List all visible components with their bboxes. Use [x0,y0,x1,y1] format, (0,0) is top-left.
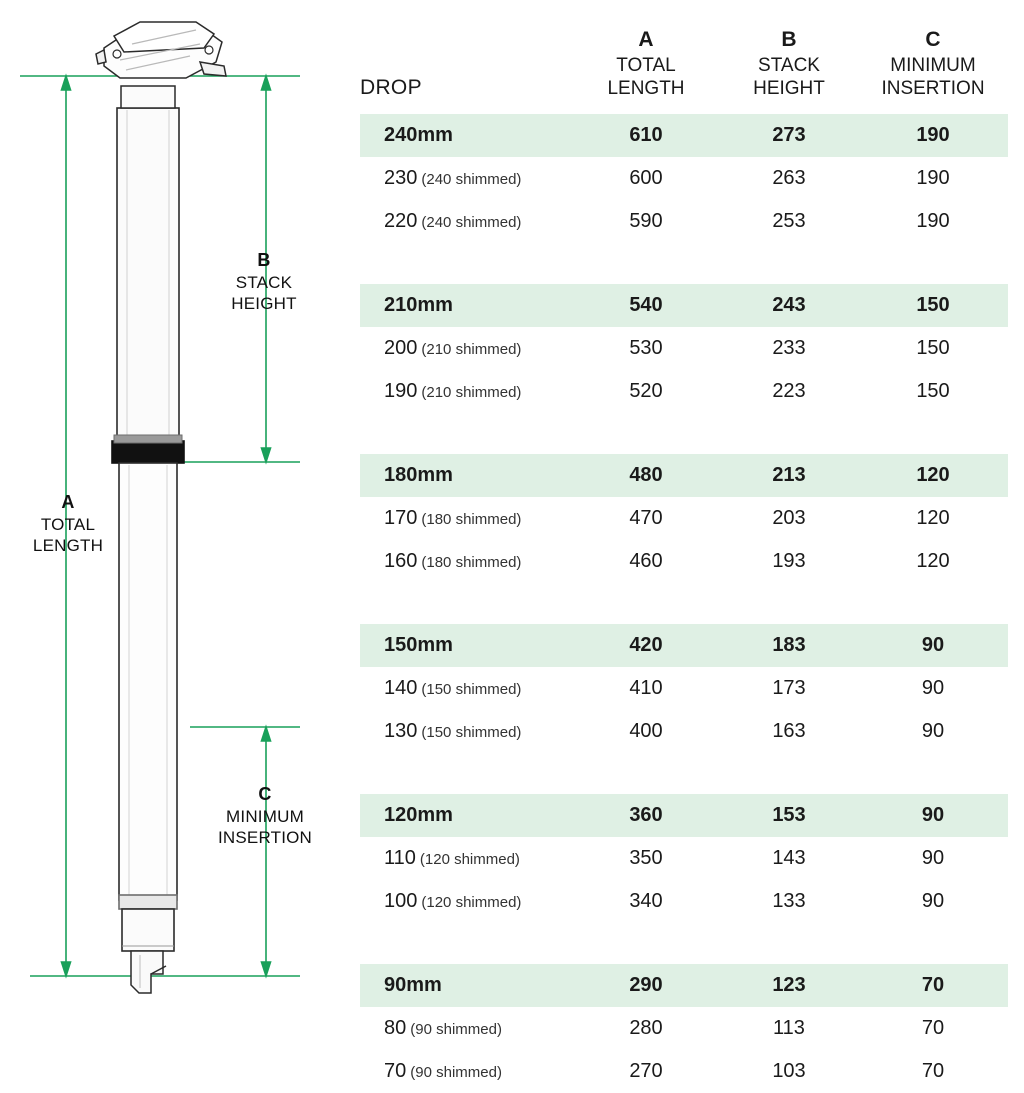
cell-b: 273 [720,114,858,157]
drop-value: 170 [384,507,418,529]
diagram-label-c-letter: C [258,784,272,804]
cell-drop [360,284,572,327]
table-row [360,1050,1008,1093]
table-row [360,1007,1008,1050]
cell-drop [360,837,572,880]
diagram-label-b-line2: HEIGHT [231,294,297,313]
cell-drop [360,327,572,370]
cell-drop [360,710,572,753]
diagram-label-a-line2: LENGTH [32,536,104,555]
cell-c: 190 [916,167,950,189]
drop-value: 150mm [384,634,453,656]
cell-c: 150 [916,337,950,359]
column-header-b-letter: B [781,28,797,51]
diagram-label-a [8,492,128,556]
saddle-clamp-head [96,22,226,108]
table-row [360,200,1008,243]
spacer-cell [360,413,1008,454]
cell-drop [360,880,572,923]
column-header-c-line2: INSERTION [881,78,985,99]
drop-value: 140 [384,677,418,699]
cell-b: 223 [772,380,806,402]
diagram-label-a-letter: A [61,492,75,512]
cell-c: 70 [921,1060,945,1082]
shim-note: (150 shimmed) [421,724,522,741]
cell-b: 203 [772,507,806,529]
cell-c: 90 [858,624,1008,667]
drop-value: 240mm [384,124,453,146]
column-header-c-line1: MINIMUM [890,55,976,76]
column-header-drop: DROP [360,76,422,99]
cell-a: 600 [629,167,663,189]
cell-drop [360,1050,572,1093]
diagram-label-c [190,784,340,848]
cell-c: 90 [921,847,945,869]
cell-b: 213 [720,454,858,497]
cell-b: 193 [772,550,806,572]
drop-value: 110 [384,847,416,869]
table-row [360,157,1008,200]
shim-note: (240 shimmed) [421,171,522,188]
cell-drop [360,624,572,667]
drop-value: 220 [384,210,418,232]
spec-table-panel [360,0,1024,1082]
drop-value: 90mm [384,974,442,996]
drop-value: 120mm [384,804,453,826]
column-header-c [858,28,1008,114]
cell-a: 420 [572,624,720,667]
drop-value: 200 [384,337,418,359]
column-header-b [720,28,858,114]
column-header-c-letter: C [925,28,941,51]
spacer-cell [360,753,1008,794]
table-row [360,624,1008,667]
spacer-cell [360,583,1008,624]
cell-a: 340 [629,890,663,912]
cell-a: 410 [629,677,663,699]
cell-c: 190 [916,210,950,232]
cell-a: 360 [572,794,720,837]
cell-drop [360,1007,572,1050]
table-row [360,880,1008,923]
shim-note: (90 shimmed) [410,1021,502,1038]
cell-a: 280 [629,1017,663,1039]
cell-b: 243 [720,284,858,327]
column-header-a [572,28,720,114]
drop-value: 180mm [384,464,453,486]
cell-drop [360,540,572,583]
cell-c: 90 [921,677,945,699]
cell-drop [360,454,572,497]
seatpost-base-detail [131,951,166,993]
cell-c: 70 [921,1017,945,1039]
cell-drop [360,794,572,837]
cell-a: 270 [629,1060,663,1082]
table-row [360,540,1008,583]
cell-a: 610 [572,114,720,157]
table-row [360,114,1008,157]
table-body [360,114,1008,1093]
column-header-b-line2: HEIGHT [753,78,825,99]
drop-value: 160 [384,550,418,572]
cell-b: 133 [772,890,806,912]
table-group-spacer [360,413,1008,454]
table-row [360,710,1008,753]
diagram-label-c-line1: MINIMUM [226,807,304,826]
cell-a: 470 [629,507,663,529]
table-row [360,497,1008,540]
cell-c: 90 [921,890,945,912]
cell-b: 143 [772,847,806,869]
cell-b: 153 [720,794,858,837]
table-row [360,667,1008,710]
table-row [360,284,1008,327]
table-row [360,327,1008,370]
column-header-a-line1: TOTAL [616,55,676,76]
diagram-label-c-line2: INSERTION [217,828,313,847]
cell-b: 253 [772,210,806,232]
cell-drop [360,370,572,413]
drop-value: 230 [384,167,418,189]
column-header-b-line1: STACK [758,55,820,76]
cell-b: 183 [720,624,858,667]
table-group-spacer [360,243,1008,284]
cell-a: 480 [572,454,720,497]
table-row [360,794,1008,837]
cell-c: 90 [858,794,1008,837]
diagram-label-b [196,250,332,314]
cell-c: 120 [858,454,1008,497]
cell-drop [360,200,572,243]
shim-note: (180 shimmed) [421,511,522,528]
cell-c: 190 [858,114,1008,157]
seatpost-diagram [0,0,360,1024]
shim-note: (120 shimmed) [419,851,520,868]
diagram-label-b-letter: B [257,250,271,270]
cell-c: 70 [858,964,1008,1007]
shim-note: (180 shimmed) [421,554,522,571]
drop-value: 210mm [384,294,453,316]
cell-drop [360,114,572,157]
cell-a: 350 [629,847,663,869]
shim-note: (210 shimmed) [421,341,522,358]
column-header-a-line2: LENGTH [607,78,685,99]
cell-c: 90 [921,720,945,742]
cell-b: 173 [772,677,806,699]
drop-value: 130 [384,720,418,742]
shim-note: (150 shimmed) [421,681,522,698]
cell-b: 103 [772,1060,806,1082]
cell-drop [360,667,572,710]
cell-drop [360,157,572,200]
cell-b: 163 [772,720,806,742]
table-group-spacer [360,923,1008,964]
cell-c: 150 [916,380,950,402]
cell-b: 123 [720,964,858,1007]
diagram-label-b-line1: STACK [235,273,293,292]
spacer-cell [360,923,1008,964]
cell-a: 460 [629,550,663,572]
cell-a: 520 [629,380,663,402]
table-row [360,837,1008,880]
cell-b: 233 [772,337,806,359]
table-header [360,28,1008,114]
drop-value: 100 [384,890,418,912]
cell-a: 530 [629,337,663,359]
table-row [360,370,1008,413]
cell-c: 120 [916,507,950,529]
shim-note: (90 shimmed) [410,1064,502,1081]
diagram-label-a-line1: TOTAL [40,515,96,534]
drop-value: 70 [384,1060,407,1082]
cell-a: 290 [572,964,720,1007]
table-row [360,454,1008,497]
cell-drop [360,964,572,1007]
cell-b: 113 [773,1017,805,1039]
spacer-cell [360,243,1008,284]
shim-note: (210 shimmed) [421,384,522,401]
cell-drop [360,497,572,540]
table-group-spacer [360,753,1008,794]
table-group-spacer [360,583,1008,624]
drop-value: 190 [384,380,418,402]
dimension-arrow-c [262,727,271,976]
column-header-a-letter: A [638,28,654,51]
cell-a: 540 [572,284,720,327]
cell-a: 590 [629,210,663,232]
shim-note: (120 shimmed) [421,894,522,911]
seatpost-spec-table [360,28,1008,1093]
table-row [360,964,1008,1007]
cell-a: 400 [629,720,663,742]
cell-b: 263 [772,167,806,189]
drop-value: 80 [384,1017,407,1039]
shim-note: (240 shimmed) [421,214,522,231]
cell-c: 120 [916,550,950,572]
cell-c: 150 [858,284,1008,327]
